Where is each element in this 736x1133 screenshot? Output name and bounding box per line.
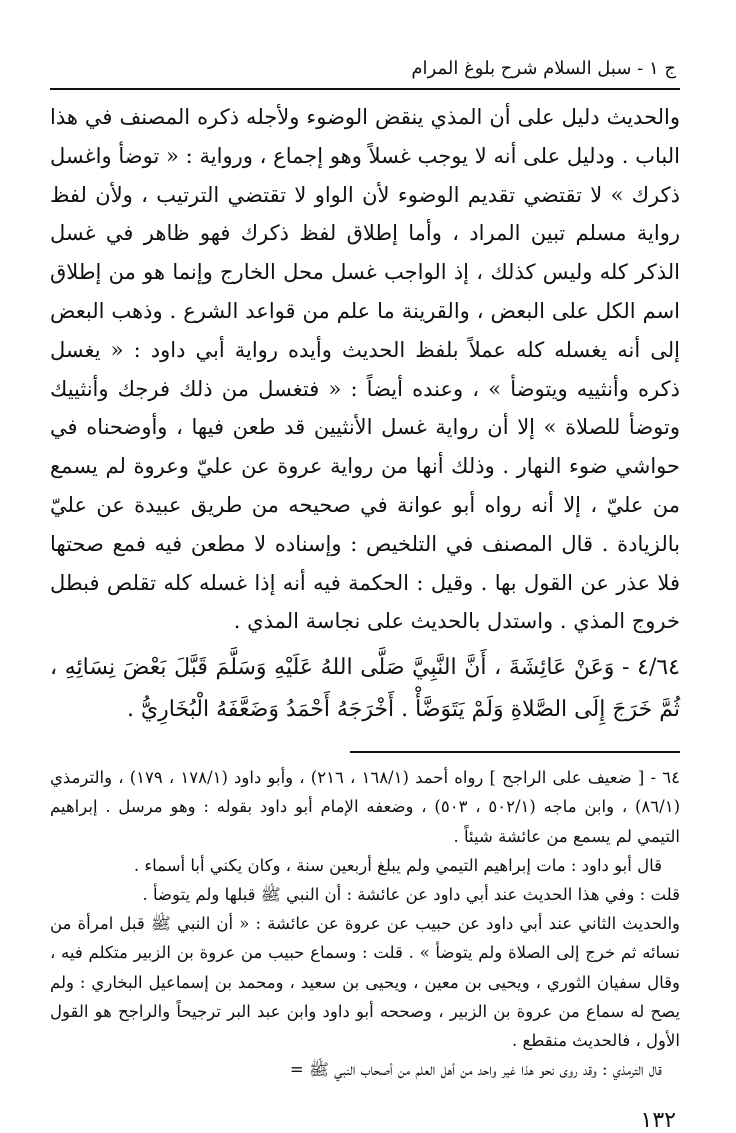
footnote-second-hadith: والحديث الثاني عند أبي داود عن حبيب عن عروة عن عائشة : « أن النبي ﷺ قبل امرأة من نسائه ثم خرج إلى الصلاة ولم يتوضأ » . قلت : وسماع حبيب من عروة بن الزبير متكلم فيه ، وقال سفيان الثوري ، ويحيى بن معين ، ويحيى بن سعيد ، ومحمد بن إسماعيل البخاري : ولم يصح له سماع من عروة بن الزبير ، وصححه أبو داود وابن عبد البر ترجيحاً والراجح هو القول الأول ، فالحديث منقطع .	[50, 914, 680, 1050]
footnote-rule	[350, 751, 680, 753]
hadith-block	[50, 647, 680, 731]
running-header: ج ١ - سبل السلام شرح بلوغ المرام	[411, 58, 676, 79]
footnote-takhrij: ٦٤ - [ ضعيف على الراجح ] رواه أحمد (١٦٨/١ ، ٢١٦) ، وأبو داود (١٧٨/١ ، ١٧٩) ، والترمذي (٨٦/١) ، وابن ماجه (٥٠٢/١ ، ٥٠٣) ، وضعفه الإمام أبو داود بقوله : وهو مرسل . إبراهيم التيمي لم يسمع من عائشة شيئاً .	[50, 768, 681, 846]
page-number: ١٣٢	[640, 1108, 676, 1133]
footnote-tirmidhi: قال الترمذي : وقد روى نحو هذا غير واحد من أهل العلم من أصحاب النبي ﷺ =	[289, 1060, 662, 1080]
header-rule	[50, 88, 680, 90]
hadith-text: ٤/٦٤ - وَعَنْ عَائِشَةَ ، أَنَّ النَّبِيَّ صَلَّى اللهُ عَلَيْهِ وَسَلَّمَ قَبَّلَ بَعْضَ نِسَائِهِ ، ثُمَّ خَرَجَ إِلَى الصَّلاةِ وَلَمْ يَتَوَضَّأْ . أَخْرَجَهُ أَحْمَدُ وَضَعَّفَهُ الْبُخَارِيُّ .	[50, 655, 680, 723]
book-page	[50, 52, 680, 1133]
footnote-qultu: قلت : وفي هذا الحديث عند أبي داود عن عائشة : أن النبي ﷺ قبلها ولم يتوضأ .	[142, 884, 680, 904]
commentary-paragraph: والحديث دليل على أن المذي ينقض الوضوء ولأجله ذكره المصنف في هذا الباب . ودليل على أنه لا يوجب غسلاً وهو إجماع ، ورواية : « توضأ واغسل ذكرك » لا تقتضي تقديم الوضوء لأن الواو لا تقتضي الترتيب ، ولأن لفظ رواية مسلم تبين المراد ، وأما إطلاق لفظ ذكرك فهو ظاهر في غسل الذكر كله وليس كذلك ، إذ الواجب غسل محل الخارج وإنما هو من إطلاق اسم الكل على البعض ، والقرينة ما علم من قواعد الشرع . وذهب البعض إلى أنه يغسله كله عملاً بلفظ الحديث وأيده رواية أبي داود : « يغسل ذكره وأنثييه ويتوضأ » ، وعنده أيضاً : « فتغسل من ذلك فرجك وأنثييك وتوضأ للصلاة » إلا أن رواية غسل الأنثيين قد طعن فيها ، وأوضحناه في حواشي ضوء النهار . وذلك أنها من رواية عروة عن عليّ وعروة لم يسمع من عليّ ، إلا أنه رواه أبو عوانة في صحيحه من طريق عبيدة عن عليّ بالزيادة . قال المصنف في التلخيص : وإسناده لا مطعن فيه فمع صحتها فلا عذر عن القول بها . وقيل : الحكمة فيه أنه إذا غسله كله تقلص فبطل خروج المذي . واستدل بالحديث على نجاسة المذي .	[50, 105, 680, 634]
commentary-body	[50, 98, 680, 641]
footnotes	[50, 763, 680, 1084]
footnote-abu-dawud: قال أبو داود : مات إبراهيم التيمي ولم يبلغ أربعين سنة ، وكان يكني أبا أسماء .	[133, 855, 662, 875]
